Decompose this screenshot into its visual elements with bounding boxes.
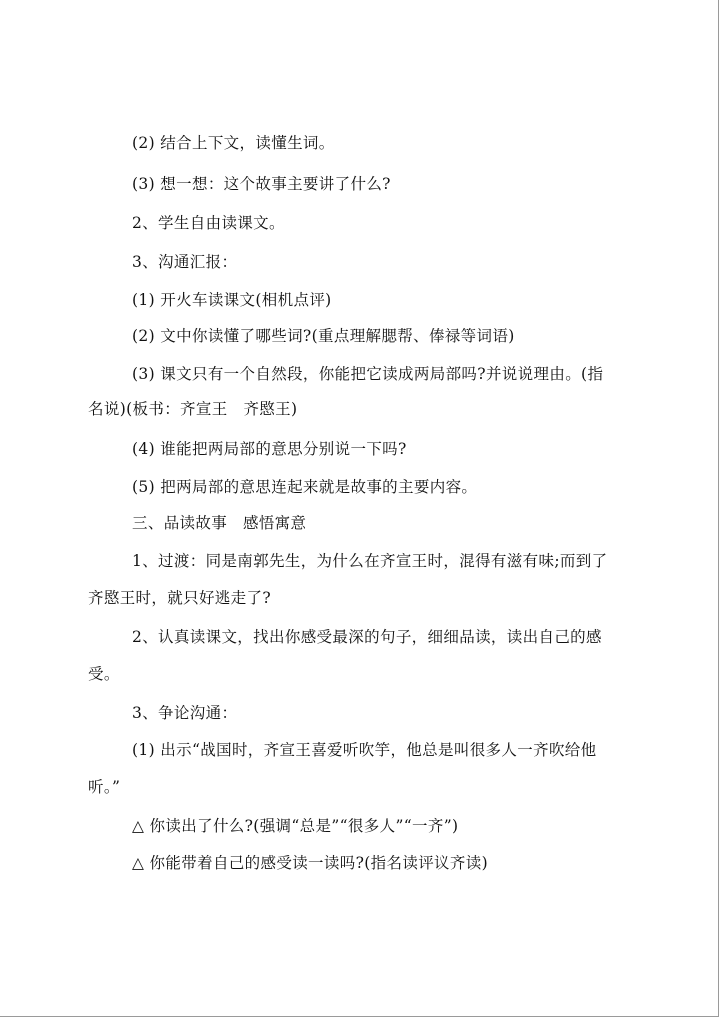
paragraph-line: 3、争论沟通： [132, 704, 238, 722]
paragraph-line: 2、学生自由读课文。 [132, 214, 285, 232]
paragraph-line: (1) 出示“战国时，齐宣王喜爱听吹竽，他总是叫很多人一齐吹给他 [132, 741, 597, 759]
paragraph-line: (2) 结合上下文，读懂生词。 [132, 134, 335, 152]
paragraph-line: (2) 文中你读懂了哪些词?(重点理解腮帮、俸禄等词语) [132, 327, 515, 345]
bullet-line: △ 你读出了什么?(强调“总是”“很多人”“一齐”) [132, 817, 459, 835]
paragraph-line: (3) 课文只有一个自然段，你能把它读成两局部吗?并说说理由。(指 [132, 365, 604, 383]
bullet-line: △ 你能带着自己的感受读一读吗?(指名读评议齐读) [132, 854, 489, 872]
paragraph-continuation: 受。 [88, 665, 120, 683]
paragraph-line: (5) 把两局部的意思连起来就是故事的主要内容。 [132, 478, 478, 496]
paragraph-line: (1) 开火车读课文(相机点评) [132, 291, 332, 309]
section-heading: 三、品读故事 感悟寓意 [132, 514, 307, 532]
paragraph-continuation: 齐愍王时，就只好逃走了? [88, 589, 272, 607]
paragraph-continuation: 听。” [88, 778, 121, 796]
paragraph-line: (3) 想一想：这个故事主要讲了什么? [132, 175, 391, 193]
paragraph-line: 1、过渡：同是南郭先生，为什么在齐宣王时，混得有滋有味;而到了 [132, 552, 608, 570]
paragraph-line: (4) 谁能把两局部的意思分别说一下吗? [132, 440, 407, 458]
paragraph-line: 2、认真读课文，找出你感受最深的句子，细细品读，读出自己的感 [132, 628, 602, 646]
paragraph-line: 3、沟通汇报： [132, 253, 238, 271]
paragraph-continuation: 名说)(板书：齐宣王 齐愍王) [88, 400, 298, 418]
